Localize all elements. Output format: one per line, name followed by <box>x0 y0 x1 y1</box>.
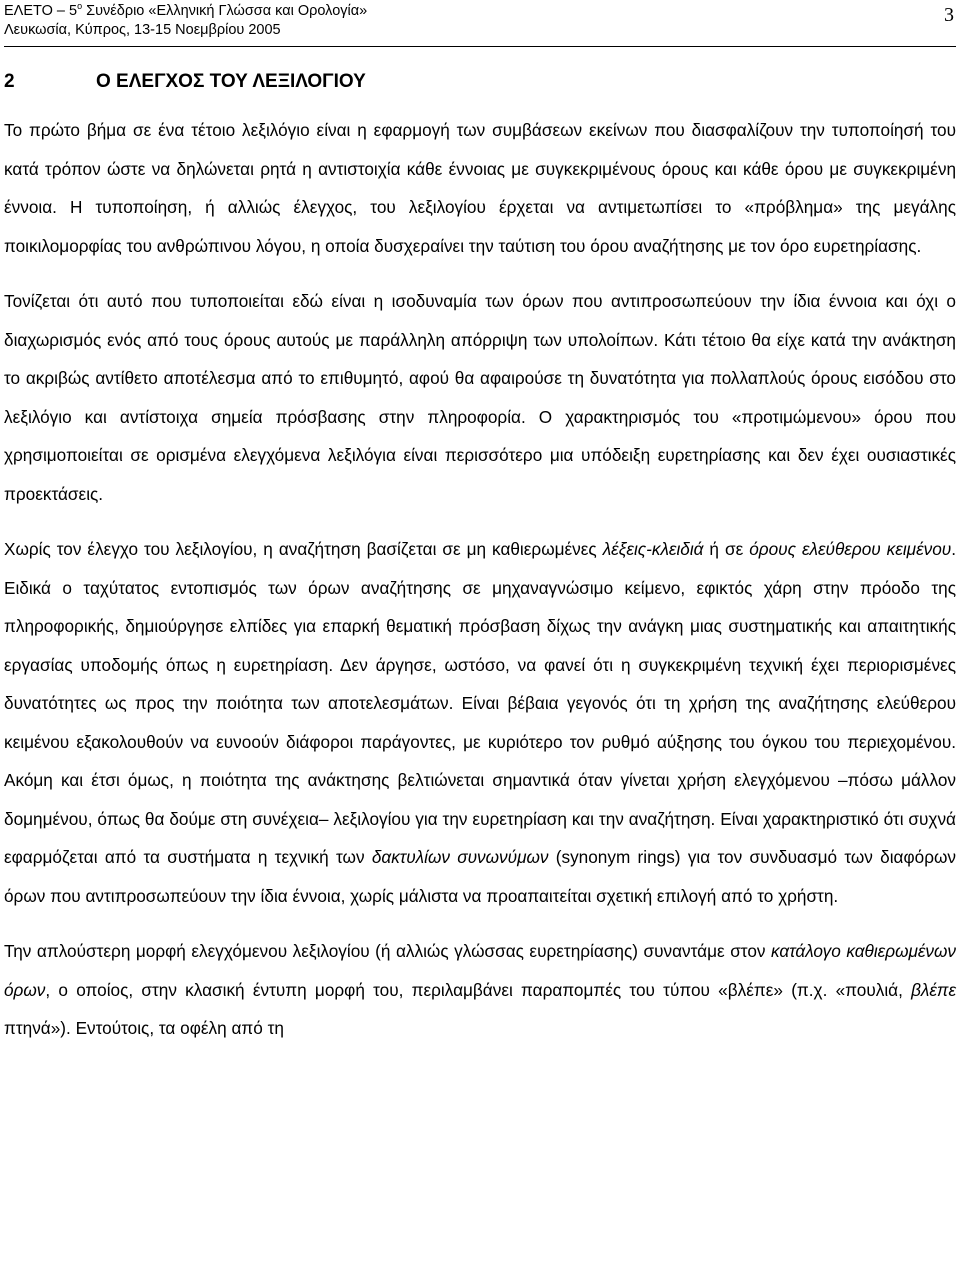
section-title: Ο ΕΛΕΓΧΟΣ ΤΟΥ ΛΕΞΙΛΟΓΙΟΥ <box>96 71 366 92</box>
conference-title: ΕΛΕΤΟ – $5^o$ Συνέδριο «Ελληνική Γλώσσα και Ορολογία» <box>4 1 368 19</box>
section-heading <box>4 69 956 95</box>
emphasis-free-text-terms: όρους ελεύθερου κειμένου <box>749 539 952 559</box>
emphasis-authority-list: κατάλογο καθιερωμένων όρων <box>4 941 956 1000</box>
paragraph-4: Την απλούστερη μορφή ελεγχόμενου λεξιλογίου (ή αλλιώς γλώσσας ευρετηρίασης) συναντάμε στον κατάλογο καθιερωμένων όρων, ο οποίος, στην κλασική έντυπη μορφή του, περιλαμβάνει παραπομπές του τύπου «βλέπε» (π.χ. «πουλιά, βλέπε πτηνά»). Εντούτοις, τα οφέλη από τη <box>4 941 956 1038</box>
emphasis-see: βλέπε <box>911 979 956 1000</box>
running-head <box>4 2 367 40</box>
section-number: 2 <box>4 71 15 92</box>
paragraph-2: Τονίζεται ότι αυτό που τυποποιείται εδώ είναι η ισοδυναμία των όρων που αντιπροσωπεύουν την ίδια έννοια και όχι ο διαχωρισμός ενός από τους όρους αυτούς με παράλληλη απόρριψη των υπολοίπων. Κάτι τέτοιο θα είχε κατά την ανάκτηση το ακριβώς αντίθετο αποτέλεσμα από το επιθυμητό, αφού θα αφαιρούσε τη δυνατότητα για πολλαπλούς όρους εισόδου στο λεξιλόγιο και αντίστοιχα σημεία πρόσβασης στην πληροφορία. Ο χαρακτηρισμός του «προτιμώμενου» όρου που χρησιμοποιείται σε ορισμένα ελεγχόμενα λεξιλόγια είναι περισσότερο μια υπόδειξη ευρετηρίασης και δεν έχει ουσιαστικές προεκτάσεις. <box>4 291 956 504</box>
conference-location-date: Λευκωσία, Κύπρος, 13-15 Νοεμβρίου 2005 <box>4 22 281 38</box>
paragraph-3: Χωρίς τον έλεγχο του λεξιλογίου, η αναζήτηση βασίζεται σε μη καθιερωμένες λέξεις-κλειδιά ή σε όρους ελεύθερου κειμένου. Ειδικά ο ταχύτατος εντοπισμός των όρων αναζήτησης σε μηχαναγνώσιμο κείμενο, εφικτός χάρη στην πρόοδο της πληροφορικής, δημιούργησε ελπίδες για επαρκή θεματική πρόσβαση δίχως την ανάγκη μιας συστηματικής και απαιτητικής εργασίας υποδομής όπως η ευρετηρίαση. Δεν άργησε, ωστόσο, να φανεί ότι η συγκεκριμένη τεχνική έχει περιορισμένες δυνατότητες ως προς την ποιότητα των αποτελεσμάτων. Είναι βέβαια γεγονός ότι τη χρήση της αναζήτησης ελεύθερου κειμένου εξακολουθούν να ευνοούν διάφοροι παράγοντες, με κυριότερο τον ρυθμό αύξησης του όγκου του περιεχομένου. Ακόμη και έτσι όμως, η ποιότητα της ανάκτησης βελτιώνεται σημαντικά όταν γίνεται χρήση ελεγχόμενου –πόσω μάλλον δομημένου, όπως θα δούμε στη συνέχεια– λεξιλογίου για την ευρετηρίαση και την αναζήτηση. Είναι χαρακτηριστικό ότι συχνά εφαρμόζεται από τα συστήματα η τεχνική των δακτυλίων συνωνύμων (synonym rings) για τον συνδυασμό των διαφόρων όρων που αντιπροσωπεύουν την ίδια έννοια, χωρίς μάλιστα να προαπαιτείται σχετική επιλογή από το χρήστη. <box>4 539 957 906</box>
document-body <box>4 111 956 1048</box>
page-number: 3 <box>944 4 954 26</box>
emphasis-keywords: λέξεις-κλειδιά <box>602 539 704 559</box>
page-header <box>4 0 956 47</box>
emphasis-synonym-rings: δακτυλίων συνωνύμων <box>371 847 549 867</box>
paragraph-1: Το πρώτο βήμα σε ένα τέτοιο λεξιλόγιο είναι η εφαρμογή των συμβάσεων εκείνων που διασφαλίζουν την τυποποίησή του κατά τρόπον ώστε να δηλώνεται ρητά η αντιστοιχία κάθε έννοιας με συγκεκριμένους όρους και κάθε όρου με συγκεκριμένη έννοια. Η τυποποίηση, ή αλλιώς έλεγχος, του λεξιλογίου έρχεται να αντιμετωπίσει το «πρόβλημα» της μεγάλης ποικιλομορφίας του ανθρώπινου λόγου, η οποία δυσχεραίνει την ταύτιση του όρου αναζήτησης με τον όρο ευρετηρίασης. <box>4 120 956 256</box>
